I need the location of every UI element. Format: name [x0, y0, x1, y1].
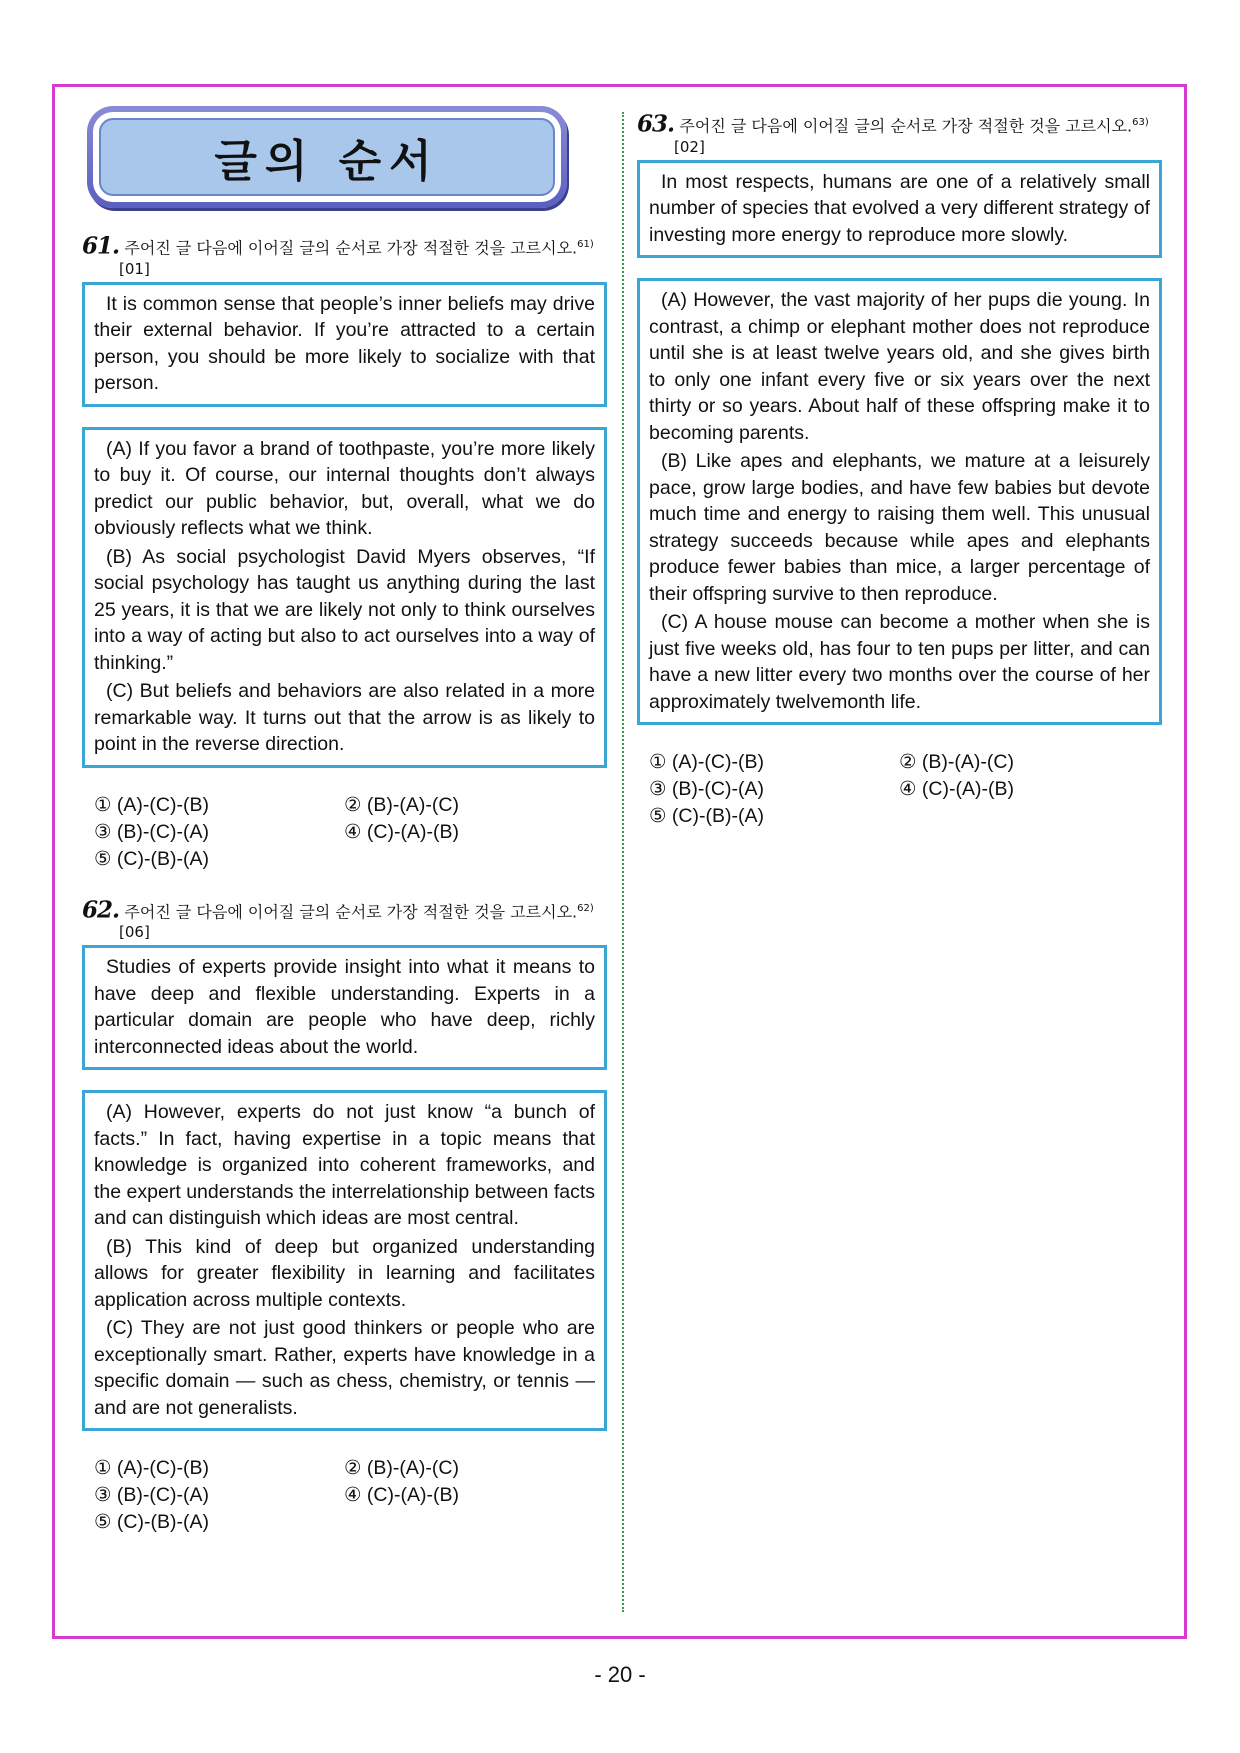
- given-text-box: [82, 282, 607, 407]
- answer-choices: [94, 792, 607, 872]
- question-code: [06]: [119, 923, 150, 942]
- choice-5[interactable]: ⑤ (C)-(B)-(A): [649, 805, 764, 828]
- passage-a: (A) However, experts do not just know “a bunch of facts.” In fact, having expertise in a topic means that knowledge is organized into coherent frameworks, and the expert understands the interrelationship between facts and can distinguish which ideas are most central.: [94, 1101, 595, 1230]
- choice-3[interactable]: ③ (B)-(C)-(A): [94, 1484, 209, 1507]
- given-text: It is common sense that people’s inner beliefs may drive their external behavior. If you’re attracted to a certain person, you should be more likely to socialize with that person.: [94, 292, 595, 395]
- passage-b: (B) This kind of deep but organized understanding allows for greater flexibility in learning and facilitates application across multiple contexts.: [94, 1235, 595, 1311]
- given-text: Studies of experts provide insight into what it means to have deep and flexible understanding. Experts in a particular domain are people who have deep, richly interconnected ideas about the world.: [94, 956, 595, 1058]
- footnote-ref: 63): [1132, 117, 1149, 128]
- passage-b: (B) Like apes and elephants, we mature at a leisurely pace, grow large bodies, and have few babies but devote much time and energy to raising them well. This unusual strategy succeeds because while apes and elephants produce fewer babies than mice, a larger percentage of their offspring survive to then reproduce.: [649, 450, 1150, 605]
- choice-4[interactable]: ④ (C)-(A)-(B): [344, 820, 459, 843]
- answer-choices: [94, 1455, 607, 1535]
- column-divider: [622, 112, 624, 1612]
- question-61-header: [82, 234, 607, 278]
- choice-4[interactable]: ④ (C)-(A)-(B): [344, 1484, 459, 1507]
- choice-2[interactable]: ② (B)-(A)-(C): [344, 1457, 459, 1480]
- question-number: 63.: [637, 110, 675, 138]
- section-title: 글의 순서: [99, 118, 555, 196]
- given-text-box: [82, 945, 607, 1070]
- footnote-ref: 62): [577, 902, 594, 914]
- passage-a: (A) However, the vast majority of her pups die young. In contrast, a chimp or elephant mother does not reproduce until she is at least twelve years old, and she gives birth to only one infant every five or six years over the next thirty or so years. About half of these offspring make it to becoming parents.: [649, 289, 1150, 444]
- passage-a: (A) If you favor a brand of toothpaste, you’re more likely to buy it. Of course, our internal thoughts don’t always predict our public behavior, but, overall, what we do obviously reflects what we think.: [94, 437, 595, 540]
- question-number: 62.: [82, 896, 120, 924]
- given-text-box: [637, 160, 1162, 259]
- question-code: [01]: [119, 259, 150, 278]
- passages-box: [82, 1090, 607, 1431]
- question-63-header: [637, 112, 1162, 156]
- passages-box: [82, 427, 607, 768]
- right-column: [637, 112, 1162, 829]
- section-title-banner: [87, 106, 567, 208]
- choice-1[interactable]: ① (A)-(C)-(B): [94, 1457, 209, 1480]
- choice-2[interactable]: ② (B)-(A)-(C): [899, 751, 1014, 774]
- passage-c: (C) They are not just good thinkers or people who are exceptionally smart. Rather, experts have knowledge in a specific domain — such as chess, chemistry, or tennis — and are not generalists.: [94, 1317, 595, 1419]
- choice-1[interactable]: ① (A)-(C)-(B): [649, 751, 764, 774]
- choice-3[interactable]: ③ (B)-(C)-(A): [94, 820, 209, 843]
- question-prompt: 주어진 글 다음에 이어질 글의 순서로 가장 적절한 것을 고르시오.: [679, 116, 1133, 136]
- footnote-ref: 61): [577, 239, 594, 250]
- question-prompt: 주어진 글 다음에 이어질 글의 순서로 가장 적절한 것을 고르시오.: [124, 238, 578, 258]
- passage-b: (B) As social psychologist David Myers observes, “If social psychology has taught us anything during the last 25 years, it is that we are likely not only to think ourselves into a way of acting but also to act ourselves into a way of thinking.”: [94, 545, 595, 674]
- question-number: 61.: [82, 232, 120, 260]
- passage-c: (C) A house mouse can become a mother when she is just five weeks old, has four to ten pups per litter, and can have a new litter every two months over the course of her approximately twelvemonth life.: [649, 611, 1150, 713]
- choice-3[interactable]: ③ (B)-(C)-(A): [649, 778, 764, 801]
- page-number: - 20 -: [594, 1662, 646, 1687]
- passage-c: (C) But beliefs and behaviors are also related in a more remarkable way. It turns out that the arrow is as likely to point in the reverse direction.: [94, 680, 595, 756]
- passages-box: [637, 278, 1162, 725]
- choice-4[interactable]: ④ (C)-(A)-(B): [899, 778, 1014, 801]
- question-code: [02]: [674, 137, 705, 156]
- choice-1[interactable]: ① (A)-(C)-(B): [94, 793, 209, 816]
- answer-choices: [649, 749, 1162, 829]
- question-prompt: 주어진 글 다음에 이어질 글의 순서로 가장 적절한 것을 고르시오.: [124, 902, 578, 922]
- given-text: In most respects, humans are one of a relatively small number of species that evolved a very different strategy of investing more energy to reproduce more slowly.: [649, 170, 1150, 246]
- choice-5[interactable]: ⑤ (C)-(B)-(A): [94, 1511, 209, 1534]
- question-62-header: [82, 898, 607, 942]
- choice-2[interactable]: ② (B)-(A)-(C): [344, 793, 459, 816]
- left-column: [82, 106, 607, 1535]
- choice-5[interactable]: ⑤ (C)-(B)-(A): [94, 847, 209, 870]
